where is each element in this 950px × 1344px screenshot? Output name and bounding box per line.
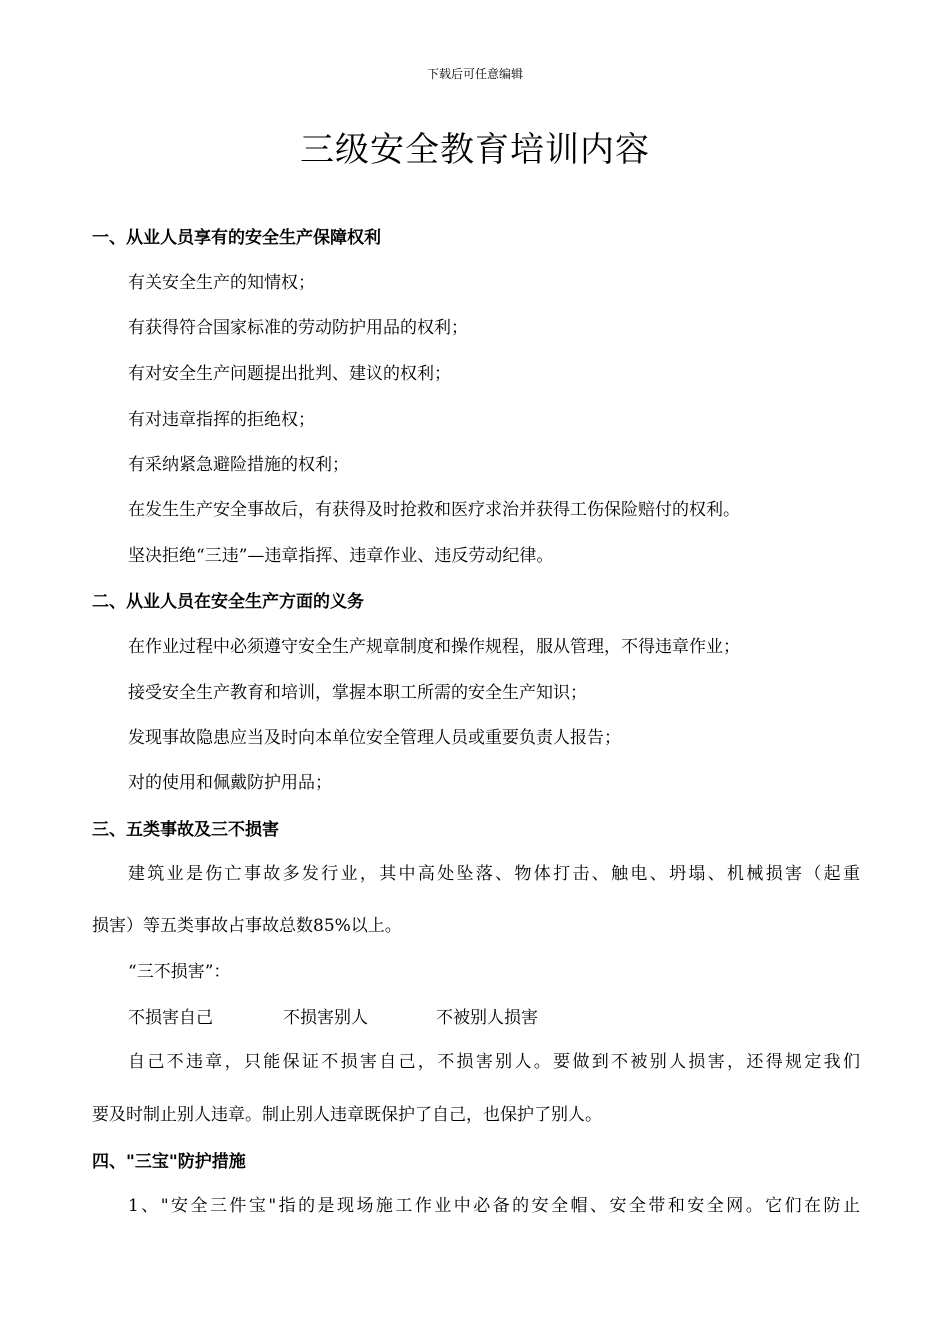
page-header: 下载后可任意编辑	[426, 67, 523, 81]
section-1-item: 有对安全生产问题提出批判、建议的权利；	[128, 364, 451, 384]
section-1-item: 在发生生产安全事故后，有获得及时抢救和医疗求治并获得工伤保险赔付的权利。	[128, 500, 740, 520]
section-3-paragraph-1-line-1: 建筑业是伤亡事故多发行业，其中高处坠落、物体打击、触电、坍塌、机械损害（起重	[128, 864, 860, 884]
section-3-heading: 三、五类事故及三不损害	[92, 820, 279, 840]
section-1-item: 有获得符合国家标准的劳动防护用品的权利；	[128, 318, 468, 338]
section-2-item: 接受安全生产教育和培训，掌握本职工所需的安全生产知识；	[128, 683, 587, 703]
section-3-paragraph-1-line-2: 损害）等五类事故占事故总数85%以上。	[92, 916, 402, 936]
section-1-item: 有关安全生产的知情权；	[128, 273, 315, 293]
section-1-item: 有采纳紧急避险措施的权利；	[128, 455, 349, 475]
sanbu-item: 不损害别人	[283, 1008, 368, 1028]
section-4-heading: 四、"三宝"防护措施	[92, 1152, 246, 1172]
section-2-item: 对的使用和佩戴防护用品；	[128, 773, 332, 793]
section-2-item: 发现事故隐患应当及时向本单位安全管理人员或重要负责人报告；	[128, 728, 621, 748]
document-title: 三级安全教育培训内容	[300, 130, 650, 170]
section-3-paragraph-2-line-2: 要及时制止别人违章。制止别人违章既保护了自己，也保护了别人。	[92, 1105, 602, 1125]
sanbu-item: 不损害自己	[128, 1008, 213, 1028]
section-3-paragraph-2-line-1: 自己不违章，只能保证不损害自己，不损害别人。要做到不被别人损害，还得规定我们	[128, 1052, 860, 1072]
section-4-paragraph-1-line-1: 1、"安全三件宝"指的是现场施工作业中必备的安全帽、安全带和安全网。它们在防止	[128, 1196, 860, 1216]
section-1-item: 有对违章指挥的拒绝权；	[128, 410, 315, 430]
section-1-item: 坚决拒绝“三违”—违章指挥、违章作业、违反劳动纪律。	[128, 546, 554, 566]
sanbu-label: “三不损害”：	[128, 962, 231, 982]
section-2-item: 在作业过程中必须遵守安全生产规章制度和操作规程，服从管理，不得违章作业；	[128, 637, 740, 657]
section-1-heading: 一、从业人员享有的安全生产保障权利	[92, 228, 381, 248]
sanbu-item: 不被别人损害	[436, 1008, 538, 1028]
section-2-heading: 二、从业人员在安全生产方面的义务	[92, 592, 364, 612]
